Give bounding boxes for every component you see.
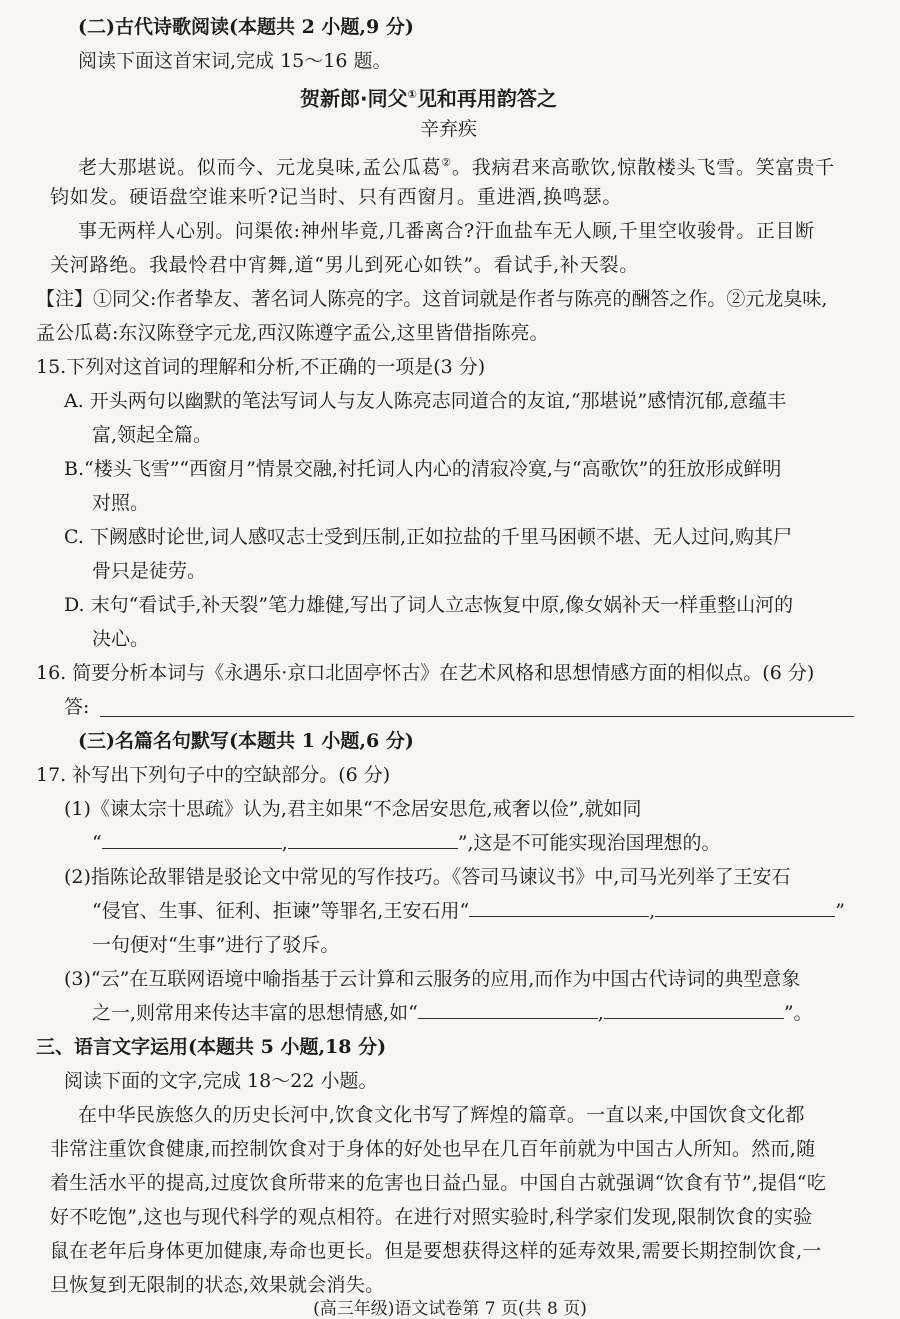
q15-option-c: C. 下阙感时论世,词人感叹志士受到压制,正如拉盐的千里马困顿不堪、无人过问,购其尸 [64,526,793,548]
passage-line-2: 非常注重饮食健康,而控制饮食对于身体的好处也早在几百年前就为中国古人所知。然而,随 [50,1138,816,1160]
poem-line-3: 事无两样人心别。问渠侬:神州毕竟,几番离合?汗血盐车无人顾,千里空收骏骨。正目断 [78,220,815,242]
q17-part1-blanks [92,830,721,856]
poem-line-4: 关河路绝。我最怜君中宵舞,道“男儿到死心如铁”。看试手,补天裂。 [50,254,640,276]
q17-part3-lead: 之一,则常用来传达丰富的思想情感,如“ [92,1002,418,1024]
q17-part2-blanks [92,898,845,924]
q15-option-c-cont: 骨只是徒劳。 [92,560,207,582]
section-heading-poetry: (二)古代诗歌阅读(本题共 2 小题,9 分) [78,16,414,38]
comma: , [597,1002,604,1024]
poem-title [300,82,557,112]
question-17-stem: 17. 补写出下列句子中的空缺部分。(6 分) [36,764,391,786]
poem-title-main: 贺新郎·同父 [300,86,408,111]
q17-blank-3[interactable] [469,898,649,917]
q15-option-a: A. 开头两句以幽默的笔法写词人与友人陈亮志同道合的友谊,“那堪说”感情沉郁,意蕴丰 [64,390,787,412]
footnote-marker-2: ② [441,156,452,169]
q17-blank-6[interactable] [604,1000,784,1019]
question-15-stem: 15.下列对这首词的理解和分析,不正确的一项是(3 分) [36,356,486,378]
q17-part3: (3)“云”在互联网语境中喻指基于云计算和云服务的应用,而作为中国古代诗词的典型意象 [64,968,801,990]
q16-answer-line[interactable] [100,716,854,717]
comma: , [649,900,656,922]
q17-blank-4[interactable] [655,898,835,917]
part3-heading: 三、语言文字运用(本题共 5 小题,18 分) [36,1036,387,1058]
q15-option-b-cont: 对照。 [92,492,150,514]
q15-option-d-cont: 决心。 [92,628,150,650]
poem-note-1: 【注】①同父:作者挚友、著名词人陈亮的字。这首词就是作者与陈亮的酬答之作。②元龙臭味, [36,288,828,310]
poem-line-2: 钧如发。硬语盘空谁来听?记当时、只有西窗月。重进酒,换鸣瑟。 [50,186,623,208]
quote-open: “ [92,832,102,854]
q17-part2: (2)指陈论敌罪错是驳论文中常见的写作技巧。《答司马谏议书》中,司马光列举了王安石 [64,866,791,888]
footnote-marker-1: ① [407,88,417,101]
section-heading-recitation: (三)名篇名句默写(本题共 1 小题,6 分) [78,730,414,752]
q15-option-d: D. 末句“看试手,补天裂”笔力雄健,写出了词人立志恢复中原,像女娲补天一样重整山河的 [64,594,794,616]
question-16-stem: 16. 简要分析本词与《永遇乐·京口北固亭怀古》在艺术风格和思想情感方面的相似点。(6 分) [36,662,815,684]
poem-line-1 [78,150,835,180]
passage-line-6: 旦恢复到无限制的状态,效果就会消失。 [50,1274,385,1296]
quote-close: ” [835,900,845,922]
q15-option-b: B.“楼头飞雪”“西窗月”情景交融,衬托词人内心的清寂冷寞,与“高歌饮”的狂放形成鲜明 [64,458,782,480]
part3-instruction: 阅读下面的文字,完成 18～22 小题。 [64,1070,378,1092]
page-footer: (高三年级)语文试卷第 7 页(共 8 页) [313,1299,587,1319]
quote-close: ”。 [783,1002,813,1024]
poem-author: 辛弃疾 [420,118,478,140]
q15-option-a-cont: 富,领起全篇。 [92,424,213,446]
q17-part1: (1)《谏太宗十思疏》认为,君主如果“不念居安思危,戒奢以俭”,就如同 [64,798,642,820]
poem-text: 。我病君来高歌饮,惊散楼头飞雪。笑富贵千 [451,156,835,179]
poem-title-rest: 见和再用韵答之 [416,86,557,111]
passage-line-5: 鼠在老年后身体更加健康,寿命也更长。但是要想获得这样的延寿效果,需要长期控制饮食,一 [50,1240,822,1262]
q17-part3-blanks [92,1000,813,1026]
q17-blank-5[interactable] [418,1000,598,1019]
poetry-instruction: 阅读下面这首宋词,完成 15～16 题。 [78,50,392,72]
comma: , [281,832,288,854]
q17-part2-lead: “侵官、生事、征利、拒谏”等罪名,王安石用“ [92,900,470,922]
passage-line-3: 着生活水平的提高,过度饮食所带来的危害也日益凸显。中国自古就强调“饮食有节”,提倡“吃 [50,1172,827,1194]
poem-note-2: 孟公瓜葛:东汉陈登字元龙,西汉陈遵字孟公,这里皆借指陈亮。 [36,322,549,344]
passage-line-4: 好不吃饱”,这也与现代科学的观点相符。在进行对照实验时,科学家们发现,限制饮食的实验 [50,1206,813,1228]
q17-part2-tail: 一句便对“生事”进行了驳斥。 [92,934,340,956]
q17-blank-1[interactable] [102,830,282,849]
q17-blank-2[interactable] [288,830,458,849]
poem-text: 老大那堪说。似而今、元龙臭味,孟公瓜葛 [78,156,442,179]
passage-line-1: 在中华民族悠久的历史长河中,饮食文化书写了辉煌的篇章。一直以来,中国饮食文化都 [78,1104,805,1126]
q17-part1-tail: ”,这是不可能实现治国理想的。 [457,832,721,854]
q16-answer-label: 答: [64,696,90,718]
